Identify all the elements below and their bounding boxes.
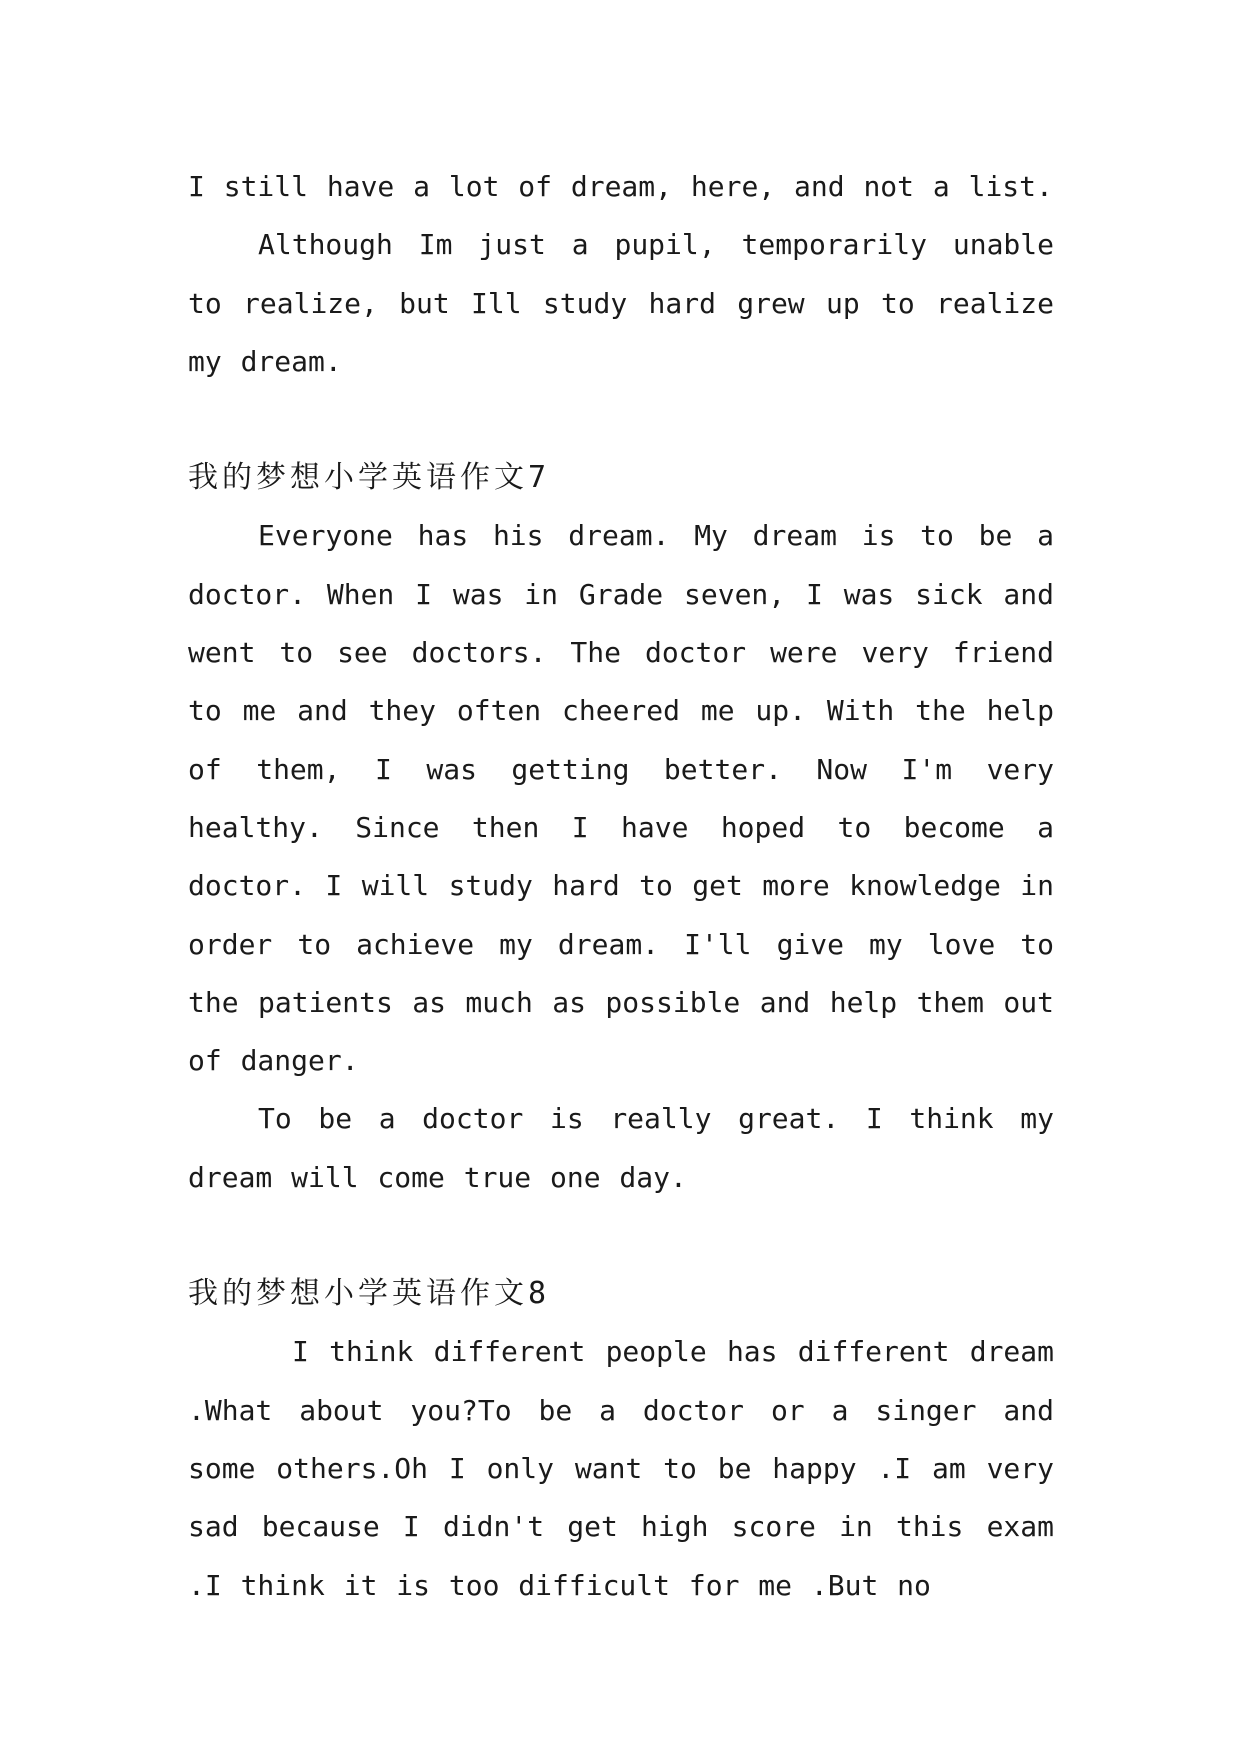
section-heading-8: 我的梦想小学英语作文8 (188, 1276, 551, 1312)
paragraph: Although Im just a pupil, temporarily unable to realize, but Ill study hard grew up to realize my dream. (188, 228, 1054, 378)
section-heading-7: 我的梦想小学英语作文7 (188, 460, 551, 496)
spacer (188, 1207, 1054, 1265)
paragraph: To be a doctor is really great. I think my dream will come true one day. (188, 1102, 1054, 1194)
paragraph: Everyone has his dream. My dream is to be a doctor. When I was in Grade seven, I was sick and went to see doctors. The doctor were very friend to me and they often cheered me up. With the help of them, I was getting better. Now I'm very healthy. Since then I have hoped to become a doctor. I will study hard to get more knowledge in order to achieve my dream. I'll give my love to the patients as much as possible and help them out of danger. (188, 519, 1054, 1078)
paragraph-line: I still have a lot of dream, here, and not a list. (188, 170, 1053, 203)
paragraph: I think different people has different dream .What about you?To be a doctor or a singer and some others.Oh I only want to be happy .I am very sad because I didn't get high score in this exam .I think it is too difficult for me .But no (188, 1335, 1054, 1602)
document-page (188, 158, 1054, 1615)
spacer (188, 391, 1054, 449)
